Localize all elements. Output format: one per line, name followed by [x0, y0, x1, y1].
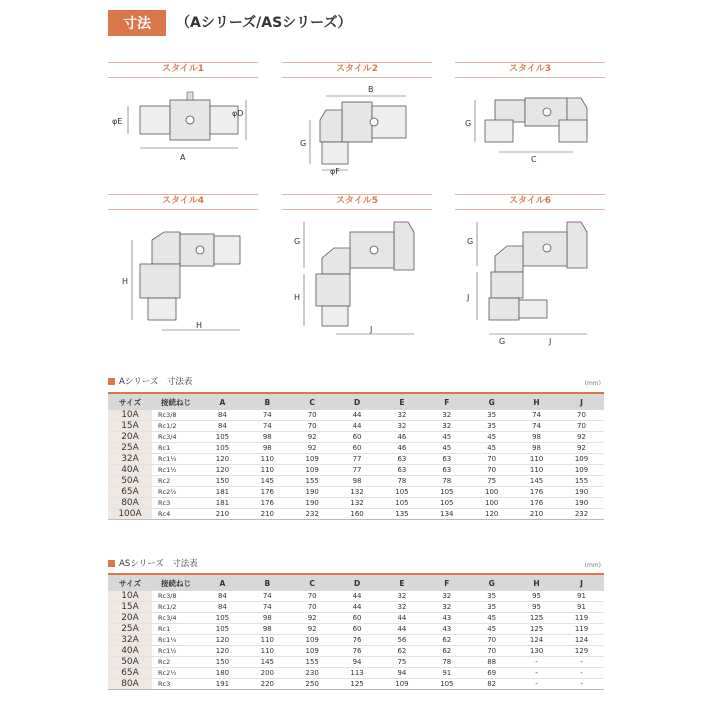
value-cell: 109 — [290, 454, 335, 465]
value-cell: 250 — [290, 679, 335, 690]
value-cell: 105 — [200, 432, 245, 443]
value-cell: 190 — [290, 498, 335, 509]
column-header: E — [380, 393, 425, 410]
value-cell: 45 — [469, 624, 514, 635]
dim-label: J — [370, 325, 373, 334]
value-cell: 32 — [380, 410, 425, 421]
value-cell: 60 — [335, 613, 380, 624]
dim-label: φF — [330, 167, 340, 176]
value-cell: 70 — [469, 454, 514, 465]
value-cell: 75 — [469, 476, 514, 487]
value-cell: 145 — [245, 657, 290, 668]
value-cell: 74 — [514, 410, 559, 421]
value-cell: 176 — [245, 487, 290, 498]
column-header: F — [424, 393, 469, 410]
thread-cell: Rc3/8 — [152, 410, 200, 421]
value-cell: 78 — [424, 476, 469, 487]
dim-label: φE — [112, 117, 123, 126]
style3-diagram — [455, 80, 605, 170]
style4-diagram — [108, 212, 258, 342]
value-cell: - — [514, 657, 559, 668]
thread-cell: Rc3/4 — [152, 613, 200, 624]
value-cell: 62 — [380, 646, 425, 657]
value-cell: 109 — [290, 635, 335, 646]
column-header: 接続ねじ — [152, 574, 200, 591]
table-row — [108, 679, 604, 690]
thread-cell: Rc1½ — [152, 646, 200, 657]
table-row — [108, 624, 604, 635]
value-cell: 181 — [200, 487, 245, 498]
value-cell: 110 — [245, 635, 290, 646]
column-header: J — [559, 574, 604, 591]
table-as — [108, 573, 604, 690]
dim-label: G — [465, 119, 472, 128]
table-row — [108, 646, 604, 657]
column-header: サイズ — [108, 574, 152, 591]
section-tag: 寸法 — [108, 10, 166, 36]
size-cell: 50A — [108, 657, 152, 668]
thread-cell: Rc3/8 — [152, 591, 200, 602]
value-cell: 124 — [559, 635, 604, 646]
value-cell: 77 — [335, 465, 380, 476]
value-cell: 119 — [559, 613, 604, 624]
value-cell: 98 — [245, 613, 290, 624]
dim-label: J — [549, 337, 552, 346]
column-header: D — [335, 393, 380, 410]
value-cell: 190 — [559, 487, 604, 498]
column-header: H — [514, 393, 559, 410]
value-cell: 69 — [469, 668, 514, 679]
section-subtitle: （Aシリーズ/ASシリーズ） — [176, 15, 352, 31]
style1-diagram — [108, 80, 258, 170]
size-cell: 10A — [108, 591, 152, 602]
value-cell: 70 — [290, 602, 335, 613]
value-cell: 105 — [200, 443, 245, 454]
size-cell: 80A — [108, 679, 152, 690]
dim-label: H — [294, 293, 301, 302]
value-cell: 109 — [559, 465, 604, 476]
dim-label: G — [499, 337, 506, 346]
table-a — [108, 392, 604, 520]
value-cell: 70 — [559, 421, 604, 432]
value-cell: 120 — [200, 454, 245, 465]
value-cell: 95 — [514, 591, 559, 602]
value-cell: 130 — [514, 646, 559, 657]
dim-label: B — [368, 85, 374, 94]
thread-cell: Rc1 — [152, 624, 200, 635]
value-cell: 155 — [559, 476, 604, 487]
value-cell: 43 — [424, 613, 469, 624]
thread-cell: Rc2 — [152, 476, 200, 487]
value-cell: 91 — [559, 602, 604, 613]
thread-cell: Rc3 — [152, 679, 200, 690]
table-a-title — [108, 375, 192, 387]
column-header: F — [424, 574, 469, 591]
value-cell: 63 — [380, 465, 425, 476]
thread-cell: Rc1½ — [152, 465, 200, 476]
table-row — [108, 410, 604, 421]
value-cell: 105 — [380, 498, 425, 509]
value-cell: 78 — [424, 657, 469, 668]
value-cell: 92 — [290, 613, 335, 624]
size-cell: 20A — [108, 613, 152, 624]
value-cell: 210 — [514, 509, 559, 520]
value-cell: - — [514, 679, 559, 690]
value-cell: 43 — [424, 624, 469, 635]
value-cell: 105 — [380, 487, 425, 498]
value-cell: 84 — [200, 591, 245, 602]
value-cell: 74 — [245, 591, 290, 602]
size-cell: 32A — [108, 454, 152, 465]
thread-cell: Rc1¼ — [152, 635, 200, 646]
value-cell: 109 — [380, 679, 425, 690]
dim-label: C — [531, 155, 537, 164]
thread-cell: Rc1 — [152, 443, 200, 454]
style5-diagram — [282, 212, 432, 342]
table-row — [108, 454, 604, 465]
thread-cell: Rc2½ — [152, 668, 200, 679]
value-cell: 94 — [380, 668, 425, 679]
value-cell: 84 — [200, 410, 245, 421]
value-cell: 191 — [200, 679, 245, 690]
value-cell: 56 — [380, 635, 425, 646]
table-row — [108, 443, 604, 454]
size-cell: 100A — [108, 509, 152, 520]
column-header: H — [514, 574, 559, 591]
value-cell: 32 — [424, 410, 469, 421]
value-cell: 70 — [290, 410, 335, 421]
value-cell: 70 — [290, 591, 335, 602]
table-row — [108, 668, 604, 679]
value-cell: 44 — [380, 624, 425, 635]
style6-diagram — [455, 212, 605, 348]
value-cell: 232 — [559, 509, 604, 520]
value-cell: 92 — [290, 432, 335, 443]
table-row — [108, 432, 604, 443]
thread-cell: Rc3 — [152, 498, 200, 509]
table-row — [108, 657, 604, 668]
table-row — [108, 465, 604, 476]
value-cell: 132 — [335, 498, 380, 509]
value-cell: - — [514, 668, 559, 679]
value-cell: 155 — [290, 476, 335, 487]
value-cell: 74 — [514, 421, 559, 432]
table-row — [108, 421, 604, 432]
column-header: B — [245, 574, 290, 591]
value-cell: 105 — [200, 613, 245, 624]
table-row — [108, 509, 604, 520]
value-cell: 190 — [559, 498, 604, 509]
value-cell: 120 — [200, 646, 245, 657]
column-header: J — [559, 393, 604, 410]
style-label-2: スタイル2 — [282, 62, 432, 78]
value-cell: 132 — [335, 487, 380, 498]
value-cell: 62 — [424, 635, 469, 646]
size-cell: 40A — [108, 465, 152, 476]
value-cell: 44 — [380, 613, 425, 624]
value-cell: 176 — [514, 498, 559, 509]
value-cell: 70 — [469, 646, 514, 657]
value-cell: - — [559, 679, 604, 690]
value-cell: 63 — [424, 465, 469, 476]
value-cell: 98 — [514, 443, 559, 454]
dim-label: G — [294, 237, 301, 246]
table-row — [108, 498, 604, 509]
value-cell: 98 — [245, 443, 290, 454]
style-label-1: スタイル1 — [108, 62, 258, 78]
column-header: C — [290, 574, 335, 591]
bullet-square-icon — [108, 378, 115, 385]
column-header: 接続ねじ — [152, 393, 200, 410]
value-cell: 109 — [290, 646, 335, 657]
value-cell: 35 — [469, 602, 514, 613]
dim-label: H — [196, 321, 203, 330]
value-cell: 44 — [335, 421, 380, 432]
dim-label: J — [467, 293, 470, 302]
value-cell: 74 — [245, 421, 290, 432]
value-cell: 60 — [335, 432, 380, 443]
value-cell: 134 — [424, 509, 469, 520]
column-header: G — [469, 393, 514, 410]
value-cell: 44 — [335, 602, 380, 613]
column-header: E — [380, 574, 425, 591]
value-cell: 45 — [469, 443, 514, 454]
value-cell: - — [559, 657, 604, 668]
thread-cell: Rc1/2 — [152, 602, 200, 613]
value-cell: 70 — [469, 635, 514, 646]
value-cell: 76 — [335, 646, 380, 657]
value-cell: 92 — [559, 443, 604, 454]
size-cell: 25A — [108, 624, 152, 635]
value-cell: 110 — [514, 465, 559, 476]
value-cell: 181 — [200, 498, 245, 509]
value-cell: 105 — [200, 624, 245, 635]
table-row — [108, 476, 604, 487]
value-cell: 32 — [424, 591, 469, 602]
value-cell: 91 — [559, 591, 604, 602]
value-cell: 44 — [335, 591, 380, 602]
value-cell: 77 — [335, 454, 380, 465]
value-cell: 32 — [380, 591, 425, 602]
value-cell: 145 — [514, 476, 559, 487]
value-cell: 176 — [514, 487, 559, 498]
size-cell: 25A — [108, 443, 152, 454]
value-cell: 60 — [335, 624, 380, 635]
column-header: サイズ — [108, 393, 152, 410]
value-cell: 74 — [245, 410, 290, 421]
value-cell: 160 — [335, 509, 380, 520]
value-cell: 95 — [514, 602, 559, 613]
value-cell: 105 — [424, 487, 469, 498]
value-cell: 92 — [290, 624, 335, 635]
thread-cell: Rc2½ — [152, 487, 200, 498]
value-cell: 125 — [514, 624, 559, 635]
value-cell: 84 — [200, 602, 245, 613]
value-cell: 105 — [424, 679, 469, 690]
value-cell: 190 — [290, 487, 335, 498]
value-cell: 91 — [424, 668, 469, 679]
value-cell: 135 — [380, 509, 425, 520]
column-header: A — [200, 574, 245, 591]
style-label-3: スタイル3 — [455, 62, 605, 78]
value-cell: 75 — [380, 657, 425, 668]
value-cell: 110 — [514, 454, 559, 465]
column-header: G — [469, 574, 514, 591]
style-label-4: スタイル4 — [108, 194, 258, 210]
value-cell: 70 — [559, 410, 604, 421]
table-as-title — [108, 557, 198, 569]
value-cell: 70 — [469, 465, 514, 476]
value-cell: 94 — [335, 657, 380, 668]
value-cell: 32 — [380, 602, 425, 613]
value-cell: 32 — [424, 602, 469, 613]
value-cell: 232 — [290, 509, 335, 520]
dim-label: G — [300, 139, 307, 148]
value-cell: 100 — [469, 487, 514, 498]
table-header-row — [108, 393, 604, 410]
value-cell: 120 — [200, 635, 245, 646]
value-cell: 82 — [469, 679, 514, 690]
column-header: D — [335, 574, 380, 591]
value-cell: 60 — [335, 443, 380, 454]
value-cell: 210 — [245, 509, 290, 520]
value-cell: 120 — [200, 465, 245, 476]
value-cell: 46 — [380, 432, 425, 443]
value-cell: 200 — [245, 668, 290, 679]
value-cell: 76 — [335, 635, 380, 646]
value-cell: 44 — [335, 410, 380, 421]
value-cell: 35 — [469, 410, 514, 421]
bullet-square-icon — [108, 560, 115, 567]
value-cell: 110 — [245, 465, 290, 476]
value-cell: 70 — [290, 421, 335, 432]
value-cell: 120 — [469, 509, 514, 520]
table-row — [108, 635, 604, 646]
value-cell: - — [559, 668, 604, 679]
size-cell: 50A — [108, 476, 152, 487]
table-row — [108, 591, 604, 602]
dim-label: H — [122, 277, 129, 286]
style-label-6: スタイル6 — [455, 194, 605, 210]
value-cell: 88 — [469, 657, 514, 668]
value-cell: 124 — [514, 635, 559, 646]
style2-diagram — [282, 80, 432, 176]
dim-label: φD — [232, 109, 244, 118]
value-cell: 46 — [380, 443, 425, 454]
value-cell: 150 — [200, 657, 245, 668]
size-cell: 15A — [108, 421, 152, 432]
value-cell: 63 — [380, 454, 425, 465]
value-cell: 32 — [380, 421, 425, 432]
value-cell: 150 — [200, 476, 245, 487]
table-row — [108, 487, 604, 498]
value-cell: 110 — [245, 646, 290, 657]
thread-cell: Rc2 — [152, 657, 200, 668]
value-cell: 230 — [290, 668, 335, 679]
table-a-unit: (mm) — [584, 380, 601, 387]
column-header: A — [200, 393, 245, 410]
table-row — [108, 613, 604, 624]
size-cell: 20A — [108, 432, 152, 443]
value-cell: 210 — [200, 509, 245, 520]
column-header: C — [290, 393, 335, 410]
value-cell: 98 — [245, 624, 290, 635]
value-cell: 119 — [559, 624, 604, 635]
value-cell: 109 — [290, 465, 335, 476]
thread-cell: Rc1/2 — [152, 421, 200, 432]
table-row — [108, 602, 604, 613]
thread-cell: Rc1¼ — [152, 454, 200, 465]
value-cell: 92 — [559, 432, 604, 443]
value-cell: 35 — [469, 591, 514, 602]
dim-label: G — [467, 237, 474, 246]
value-cell: 98 — [335, 476, 380, 487]
value-cell: 98 — [514, 432, 559, 443]
value-cell: 110 — [245, 454, 290, 465]
dim-label: A — [180, 153, 186, 162]
value-cell: 84 — [200, 421, 245, 432]
table-as-unit: (mm) — [584, 562, 601, 569]
value-cell: 113 — [335, 668, 380, 679]
table-a-title-text: Aシリーズ 寸法表 — [119, 377, 193, 387]
value-cell: 35 — [469, 421, 514, 432]
column-header: B — [245, 393, 290, 410]
size-cell: 80A — [108, 498, 152, 509]
value-cell: 45 — [424, 443, 469, 454]
value-cell: 98 — [245, 432, 290, 443]
value-cell: 62 — [424, 646, 469, 657]
value-cell: 45 — [469, 613, 514, 624]
value-cell: 45 — [469, 432, 514, 443]
style-label-5: スタイル5 — [282, 194, 432, 210]
value-cell: 92 — [290, 443, 335, 454]
size-cell: 32A — [108, 635, 152, 646]
table-as-title-text: ASシリーズ 寸法表 — [119, 559, 198, 569]
value-cell: 125 — [514, 613, 559, 624]
value-cell: 74 — [245, 602, 290, 613]
value-cell: 100 — [469, 498, 514, 509]
value-cell: 180 — [200, 668, 245, 679]
value-cell: 78 — [380, 476, 425, 487]
size-cell: 15A — [108, 602, 152, 613]
size-cell: 40A — [108, 646, 152, 657]
thread-cell: Rc4 — [152, 509, 200, 520]
value-cell: 32 — [424, 421, 469, 432]
thread-cell: Rc3/4 — [152, 432, 200, 443]
value-cell: 220 — [245, 679, 290, 690]
size-cell: 10A — [108, 410, 152, 421]
value-cell: 125 — [335, 679, 380, 690]
value-cell: 45 — [424, 432, 469, 443]
value-cell: 155 — [290, 657, 335, 668]
size-cell: 65A — [108, 668, 152, 679]
table-header-row — [108, 574, 604, 591]
value-cell: 109 — [559, 454, 604, 465]
value-cell: 129 — [559, 646, 604, 657]
value-cell: 63 — [424, 454, 469, 465]
value-cell: 145 — [245, 476, 290, 487]
value-cell: 105 — [424, 498, 469, 509]
value-cell: 176 — [245, 498, 290, 509]
size-cell: 65A — [108, 487, 152, 498]
